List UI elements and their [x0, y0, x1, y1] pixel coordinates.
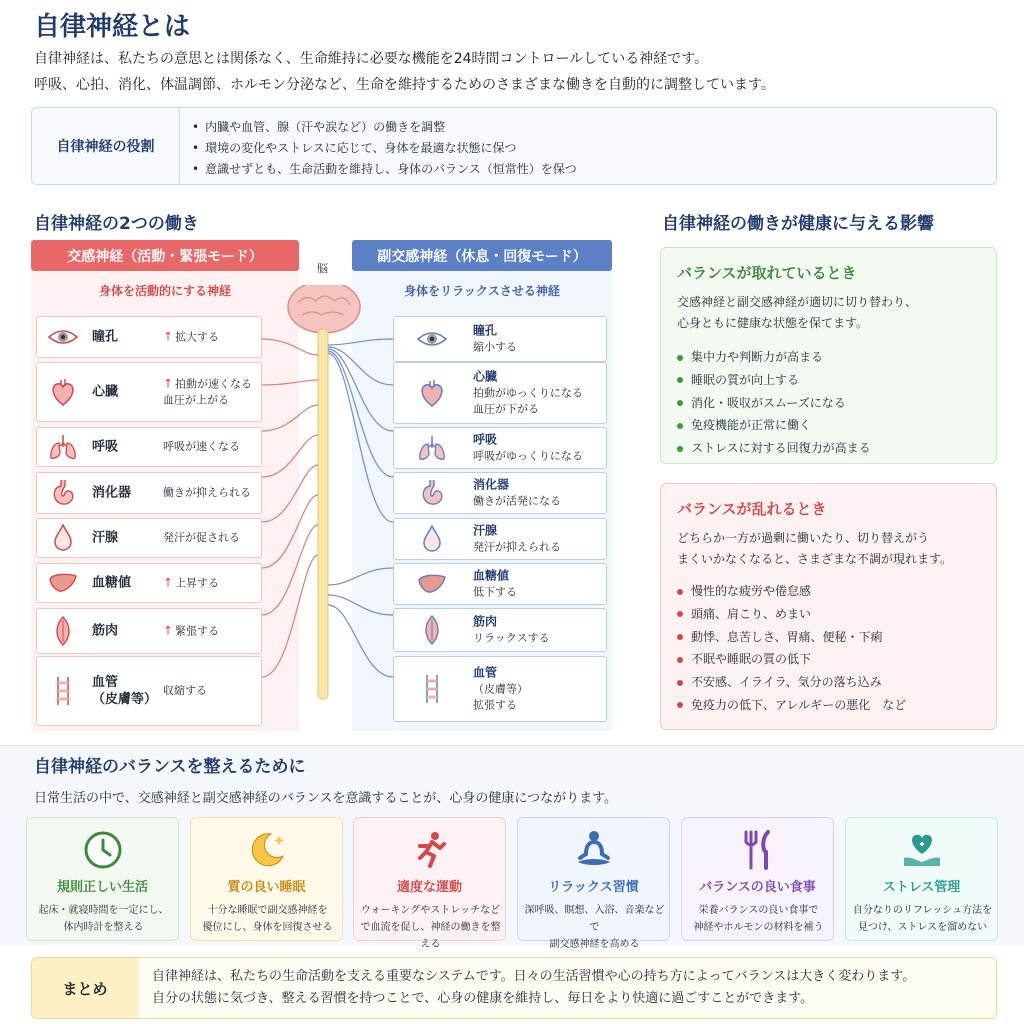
- tip-card: [845, 817, 998, 941]
- running-icon: [408, 828, 452, 872]
- moon-icon: [245, 828, 289, 872]
- organ-label: 汗腺: [92, 530, 119, 546]
- muscle-icon: [47, 615, 79, 647]
- sympathetic-row: [36, 427, 262, 467]
- tip-card: [26, 817, 179, 941]
- tip-card-title: バランスの良い食事: [699, 880, 816, 895]
- list-item: [677, 437, 871, 460]
- fork-knife-icon: [736, 828, 780, 872]
- organ-label: 瞳孔: [92, 329, 119, 345]
- effect-value: 縮小する: [473, 340, 517, 354]
- brain-icon: [288, 285, 360, 333]
- heart-icon: [416, 377, 448, 409]
- effect-value: 働きが活発になる: [473, 494, 561, 508]
- role-item: • 内臓や血管、腺（汗や涙など）の働きを調整: [192, 117, 577, 138]
- list-item-text: 免疫機能が正常に働く: [691, 418, 812, 433]
- effect-text: [473, 369, 583, 418]
- sympathetic-row: [36, 362, 262, 422]
- sympathetic-row: [36, 472, 262, 514]
- bullet-icon: [677, 355, 683, 361]
- tip-card: [353, 817, 506, 950]
- parasympathetic-nerve-lines: [328, 339, 393, 677]
- list-item: [677, 626, 906, 649]
- liver-icon: [416, 568, 448, 600]
- effect-value: 緊張する: [175, 624, 220, 638]
- list-item-text: 不安感、イライラ、気分の落ち込み: [691, 675, 882, 690]
- organ-label: 消化器: [92, 485, 132, 501]
- clock-icon: [81, 828, 125, 872]
- parasympathetic-row: [393, 362, 607, 424]
- tip-card-title: 規則正しい生活: [56, 880, 148, 895]
- effect-text: [163, 530, 240, 546]
- effect-text: [163, 376, 252, 409]
- tip-card: [517, 817, 670, 950]
- vessel-icon: [416, 673, 448, 705]
- organ-label: 筋肉: [473, 614, 498, 629]
- page-title: 自律神経とは: [34, 12, 191, 42]
- tip-card-desc: 自分なりのリフレッシュ方法を 見つけ、ストレスを溜めない: [852, 905, 993, 933]
- tip-card-desc: 十分な睡眠で副交感神経を 優位にし、身体を回復させる: [202, 905, 333, 933]
- parasympathetic-row: [393, 518, 607, 560]
- effect-value: リラックスする: [473, 631, 550, 645]
- list-item: [677, 346, 871, 369]
- effect-value: 呼吸がゆっくりになる: [473, 449, 583, 463]
- effect-value: 上昇する: [175, 576, 220, 590]
- tip-card-desc: 深呼吸、瞑想、入浴、音楽などで 副交感神経を高める: [524, 905, 665, 950]
- organ-label: 消化器: [473, 477, 510, 492]
- role-item: • 環境の変化やストレスに応じて、身体を最適な状態に保つ: [192, 138, 577, 159]
- imbalanced-list: [677, 580, 906, 717]
- imbalanced-title: バランスが乱れるとき: [677, 500, 827, 518]
- balanced-title: バランスが取れているとき: [677, 264, 857, 282]
- sympathetic-row: [36, 316, 262, 358]
- sympathetic-nerve-lines: [262, 339, 318, 677]
- tip-card: [681, 817, 834, 941]
- effect-value: 収縮する: [163, 684, 207, 697]
- intro-text: [34, 46, 775, 98]
- effect-text: [473, 323, 517, 356]
- lungs-icon: [47, 431, 79, 463]
- effect-value: 拍動が速くなる 血圧が上がる: [163, 377, 253, 407]
- stomach-icon: [416, 477, 448, 509]
- balanced-box: [660, 247, 997, 464]
- effect-value: 発汗が促される: [163, 531, 240, 544]
- organ-label: 血糖値: [92, 575, 132, 591]
- tip-card-title: 質の良い睡眠: [227, 880, 306, 895]
- tip-card-desc: 起床・就寝時間を一定にし、 体内時計を整える: [38, 905, 169, 933]
- tip-card-desc: ウォーキングやストレッチなど で血流を促し、神経の働きを整える: [360, 905, 501, 950]
- sympathetic-row: [36, 656, 262, 726]
- tip-card-title: 適度な運動: [396, 880, 462, 895]
- drop-icon: [416, 523, 448, 555]
- list-item: [677, 580, 906, 603]
- effect-value: 拍動がゆっくりになる 血圧が下がる: [473, 386, 583, 416]
- stomach-icon: [47, 477, 79, 509]
- heart-icon: [47, 376, 79, 408]
- organ-label: 血管 （皮膚等）: [92, 675, 158, 707]
- summary-text: 自律神経は、私たちの生命活動を支える重要なシステムです。日々の生活習慣や心の持ち方によってバランスは大きく変わります。 自分の状態に気づき、整える習慣を持つことで、心身の健康を維持し、毎日をより快適に過ごすことができます。: [152, 969, 916, 1006]
- two-functions-title: 自律神経の2つの働き: [34, 214, 199, 234]
- parasympathetic-header: 副交感神経（休息・回復モード）: [352, 240, 612, 271]
- effect-text: [473, 477, 561, 510]
- list-item-text: 慢性的な疲労や倦怠感: [691, 584, 812, 598]
- balanced-desc: 交感神経と副交感神経が適切に切り替わり、 心身ともに健康な状態を保てます。: [677, 295, 918, 330]
- list-item-text: 消化・吸収がスムーズになる: [691, 395, 846, 410]
- effect-value: （皮膚等） 拡張する: [473, 682, 528, 712]
- bullet-icon: [677, 400, 683, 406]
- imbalanced-desc: どちらか一方が過剰に働いたり、切り替えがう まくいかなくなると、さまざまな不調が現れます。: [677, 531, 953, 566]
- list-item-text: ストレスに対する回復力が高まる: [691, 441, 871, 456]
- effect-value: 拡大する: [175, 330, 220, 344]
- imbalanced-box: [660, 483, 997, 730]
- muscle-icon: [416, 614, 448, 646]
- list-item: [677, 414, 871, 437]
- bullet-icon: [677, 446, 683, 452]
- role-label: 自律神経の役割: [32, 108, 180, 184]
- up-arrow-icon: ↑: [163, 623, 174, 638]
- vessel-icon: [47, 675, 79, 707]
- parasympathetic-row: [393, 427, 607, 469]
- intro-line: 呼吸、心拍、消化、体温調節、ホルモン分泌など、生命を維持するためのさまざまな働きを自動的に調整しています。: [34, 77, 775, 93]
- sympathetic-header: 交感神経（活動・緊張モード）: [31, 240, 299, 271]
- parasympathetic-row: [393, 316, 607, 362]
- tip-card-desc: 栄養バランスの良い食事で 神経やホルモンの材料を補う: [693, 905, 824, 933]
- balanced-list: [677, 346, 871, 460]
- organ-label: 心臓: [473, 369, 498, 384]
- effect-text: [473, 568, 517, 601]
- intro-line: 自律神経は、私たちの意思とは関係なく、生命維持に必要な機能を24時間コントロールしている神経です。: [34, 51, 709, 67]
- effect-text: [163, 683, 207, 699]
- list-item: [677, 694, 906, 717]
- parasympathetic-row: [393, 563, 607, 605]
- sympathetic-subtitle: 身体を活動的にする神経: [98, 284, 231, 298]
- list-item-text: 不眠や睡眠の質の低下: [691, 652, 812, 667]
- list-item: [677, 671, 906, 694]
- organ-label: 血糖値: [473, 568, 510, 583]
- up-arrow-icon: ↑: [163, 376, 174, 391]
- up-arrow-icon: ↑: [163, 329, 174, 344]
- bullet-icon: [677, 377, 683, 383]
- organ-label: 筋肉: [92, 623, 119, 639]
- effect-text: [163, 485, 251, 501]
- bullet-icon: [677, 657, 683, 663]
- effect-text: [473, 523, 561, 556]
- liver-icon: [47, 567, 79, 599]
- list-item-text: 頭痛、肩こり、めまい: [691, 606, 812, 621]
- effect-text: [163, 329, 219, 346]
- nervous-system-diagram: [262, 285, 397, 705]
- organ-label: 血管: [473, 665, 498, 680]
- bullet-icon: [677, 680, 683, 686]
- effect-text: [473, 614, 550, 647]
- list-item: [677, 369, 871, 392]
- role-item: • 意識せずとも、生命活動を維持し、身体のバランス（恒常性）を保つ: [192, 159, 577, 180]
- brain-label: 脳: [317, 262, 328, 275]
- sympathetic-row: [36, 608, 262, 654]
- parasympathetic-row: [393, 472, 607, 514]
- parasympathetic-row: [393, 656, 607, 722]
- list-item: [677, 648, 906, 671]
- list-item-text: 集中力や判断力が高まる: [691, 350, 824, 364]
- sympathetic-row: [36, 518, 262, 558]
- tip-card: [190, 817, 343, 941]
- eye-icon: [47, 321, 79, 353]
- organ-label: 瞳孔: [473, 323, 498, 338]
- organ-label: 心臓: [92, 384, 119, 400]
- heart-hand-icon: [900, 828, 944, 872]
- balance-desc: 日常生活の中で、交感神経と副交感神経のバランスを意識することが、心身の健康につながります。: [34, 791, 618, 806]
- balance-title: 自律神経のバランスを整えるために: [34, 757, 306, 777]
- meditation-icon: [572, 828, 616, 872]
- list-item-text: 睡眠の質が向上する: [691, 372, 800, 387]
- eye-icon: [416, 323, 448, 355]
- lungs-icon: [416, 432, 448, 464]
- list-item: [677, 392, 871, 415]
- list-item-text: 免疫力の低下、アレルギーの悪化 など: [691, 697, 907, 712]
- organ-label: 汗腺: [473, 523, 498, 538]
- up-arrow-icon: ↑: [163, 575, 174, 590]
- bullet-icon: [677, 634, 683, 640]
- summary-box: [31, 957, 997, 1019]
- effect-text: [473, 665, 528, 714]
- role-box: [31, 107, 997, 185]
- bullet-icon: [677, 611, 683, 617]
- organ-label: 呼吸: [473, 432, 498, 447]
- effect-value: 低下する: [473, 585, 517, 599]
- parasympathetic-subtitle: 身体をリラックスさせる神経: [404, 284, 560, 298]
- effect-value: 呼吸が速くなる: [163, 440, 240, 453]
- list-item: [677, 603, 906, 626]
- role-list: [192, 117, 577, 180]
- health-effects-title: 自律神経の働きが健康に与える影響: [662, 214, 934, 234]
- sympathetic-row: [36, 563, 262, 603]
- bullet-icon: [677, 702, 683, 708]
- bullet-icon: [677, 423, 683, 429]
- summary-label: まとめ: [32, 958, 138, 1018]
- effect-text: [473, 432, 583, 465]
- drop-icon: [47, 522, 79, 554]
- effect-value: 働きが抑えられる: [163, 486, 251, 499]
- tip-card-title: ストレス管理: [882, 880, 961, 895]
- effect-text: [163, 575, 219, 592]
- effect-text: [163, 439, 240, 455]
- organ-label: 呼吸: [92, 439, 119, 455]
- tip-card-title: リラックス習慣: [548, 880, 639, 895]
- effect-value: 発汗が抑えられる: [473, 540, 561, 554]
- bullet-icon: [677, 589, 683, 595]
- list-item-text: 動悸、息苦しさ、胃痛、便秘・下痢: [691, 629, 883, 644]
- effect-text: [163, 623, 219, 640]
- parasympathetic-row: [393, 608, 607, 652]
